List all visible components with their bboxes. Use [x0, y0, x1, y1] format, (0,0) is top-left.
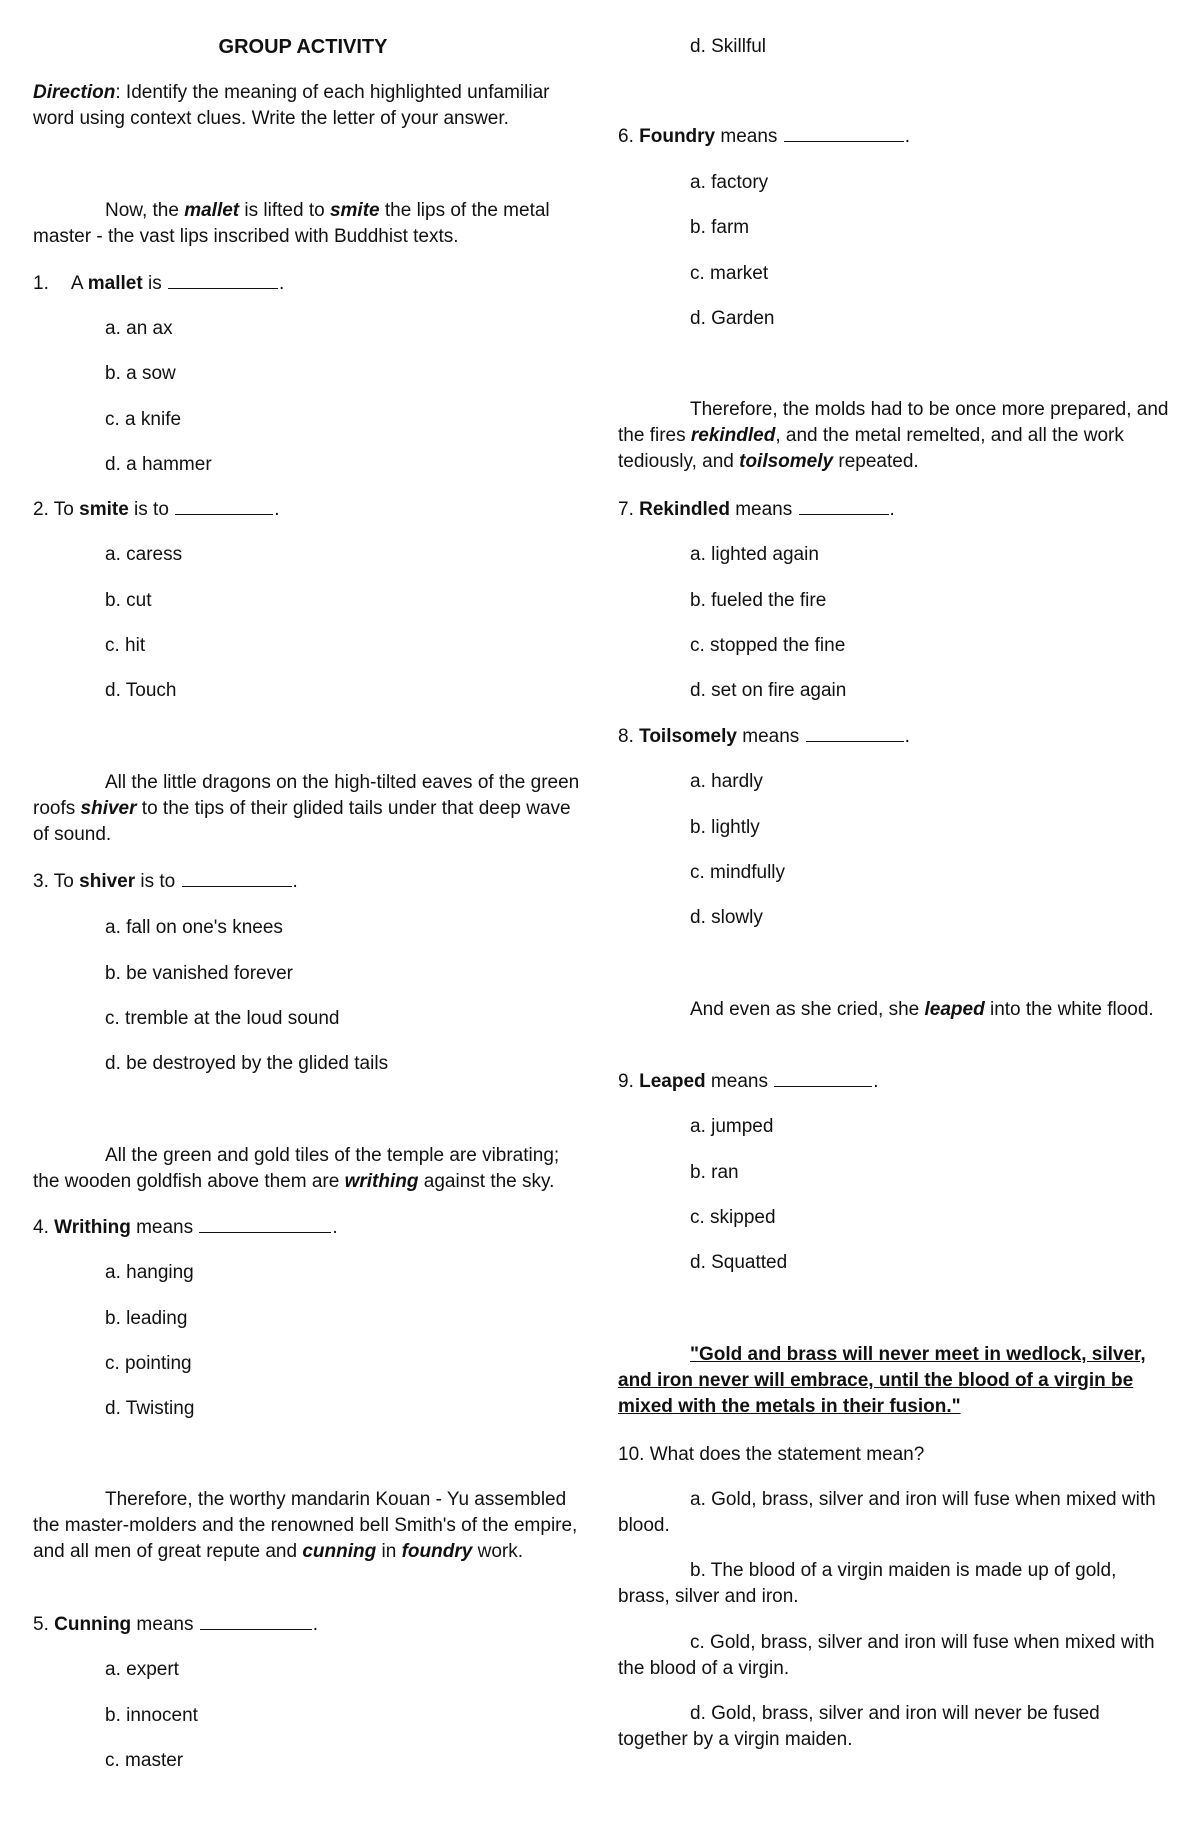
q4-option-d[interactable]: d. Twisting — [105, 1398, 195, 1419]
question-10: 10. What does the statement mean? — [618, 1444, 925, 1465]
question-3: 3. To shiver is to . — [33, 871, 298, 892]
passage-1: Now, the mallet is lifted to smite the lips of the metal master - the vast lips inscribed with Buddhist texts. — [33, 200, 550, 247]
answer-blank[interactable] — [200, 1628, 312, 1630]
q5-option-c[interactable]: c. master — [105, 1750, 184, 1771]
q4-option-a[interactable]: a. hanging — [105, 1262, 194, 1283]
passage-4: Therefore, the worthy mandarin Kouan - Yu assembled the master-molders and the renowned bell Smith's of the empire, and all men of great repute and cunning in foundry work. — [33, 1489, 578, 1562]
q1-option-c[interactable]: c. a knife — [105, 409, 182, 430]
passage-3: All the green and gold tiles of the temple are vibrating; the wooden goldfish above them are writhing against the sky. — [33, 1145, 560, 1192]
q7-option-b[interactable]: b. fueled the fire — [690, 590, 827, 611]
answer-blank[interactable] — [784, 140, 904, 142]
q9-option-c[interactable]: c. skipped — [690, 1207, 776, 1228]
question-6: 6. Foundry means . — [618, 126, 910, 147]
q10-option-b[interactable]: b. The blood of a virgin maiden is made up of gold, brass, silver and iron. — [618, 1560, 1117, 1607]
question-8: 8. Toilsomely means . — [618, 726, 910, 747]
q1-option-d[interactable]: d. a hammer — [105, 454, 212, 475]
q8-option-a[interactable]: a. hardly — [690, 771, 763, 792]
question-1: 1. A mallet is . — [33, 273, 285, 294]
q4-option-b[interactable]: b. leading — [105, 1308, 188, 1329]
q6-option-a[interactable]: a. factory — [690, 172, 769, 193]
q2-option-d[interactable]: d. Touch — [105, 680, 177, 701]
highlight-writhing: writhing — [344, 1171, 419, 1192]
direction-text — [33, 80, 588, 132]
q7-option-c[interactable]: c. stopped the fine — [690, 635, 846, 656]
q9-option-b[interactable]: b. ran — [690, 1162, 739, 1183]
q1-option-b[interactable]: b. a sow — [105, 363, 176, 384]
quote-statement: "Gold and brass will never meet in wedlock, silver, and iron never will embrace, until the blood of a virgin be mixed with the metals in their fusion." — [618, 1344, 1146, 1417]
highlight-shiver: shiver — [80, 798, 137, 819]
passage-6: And even as she cried, she leaped into the white flood. — [690, 999, 1154, 1020]
answer-blank[interactable] — [774, 1085, 872, 1087]
q3-option-a[interactable]: a. fall on one's knees — [105, 917, 283, 938]
answer-blank[interactable] — [799, 513, 889, 515]
q5-option-b[interactable]: b. innocent — [105, 1705, 198, 1726]
answer-blank[interactable] — [182, 885, 292, 887]
q9-option-d[interactable]: d. Squatted — [690, 1252, 788, 1273]
q6-option-d[interactable]: d. Garden — [690, 308, 775, 329]
q5-option-a[interactable]: a. expert — [105, 1659, 179, 1680]
answer-blank[interactable] — [806, 740, 904, 742]
q8-option-b[interactable]: b. lightly — [690, 817, 760, 838]
passage-5: Therefore, the molds had to be once more prepared, and the fires rekindled, and the metal remelted, and all the work tediously, and toilsomely repeated. — [618, 399, 1169, 472]
question-2: 2. To smite is to . — [33, 499, 280, 520]
question-9: 9. Leaped means . — [618, 1071, 879, 1092]
q7-option-a[interactable]: a. lighted again — [690, 544, 819, 565]
highlight-foundry: foundry — [401, 1541, 473, 1562]
answer-blank[interactable] — [175, 513, 273, 515]
highlight-toilsomely: toilsomely — [739, 451, 834, 472]
q8-option-c[interactable]: c. mindfully — [690, 862, 786, 883]
question-5: 5. Cunning means . — [33, 1614, 319, 1635]
direction-label: Direction — [33, 82, 116, 103]
q4-option-c[interactable]: c. pointing — [105, 1353, 192, 1374]
q5-option-d[interactable]: d. Skillful — [690, 36, 767, 57]
q7-option-d[interactable]: d. set on fire again — [690, 680, 847, 701]
page-title: GROUP ACTIVITY — [218, 36, 388, 58]
answer-blank[interactable] — [199, 1231, 331, 1233]
highlight-leaped: leaped — [924, 999, 985, 1020]
q1-option-a[interactable]: a. an ax — [105, 318, 173, 339]
question-4: 4. Writhing means . — [33, 1217, 338, 1238]
q2-option-a[interactable]: a. caress — [105, 544, 183, 565]
highlight-mallet: mallet — [184, 200, 240, 221]
direction-body: : Identify the meaning of each highlighted unfamiliar word using context clues. Write the letter of your answer. — [33, 82, 550, 129]
q8-option-d[interactable]: d. slowly — [690, 907, 763, 928]
q9-option-a[interactable]: a. jumped — [690, 1116, 774, 1137]
q2-option-b[interactable]: b. cut — [105, 590, 152, 611]
passage-2: All the little dragons on the high-tilted eaves of the green roofs shiver to the tips of their glided tails under that deep wave of sound. — [33, 772, 580, 845]
q3-option-c[interactable]: c. tremble at the loud sound — [105, 1008, 340, 1029]
answer-blank[interactable] — [168, 287, 278, 289]
q3-option-d[interactable]: d. be destroyed by the glided tails — [105, 1053, 389, 1074]
highlight-cunning: cunning — [302, 1541, 377, 1562]
q6-option-b[interactable]: b. farm — [690, 217, 750, 238]
highlight-smite: smite — [329, 200, 380, 221]
q2-option-c[interactable]: c. hit — [105, 635, 146, 656]
q10-option-d[interactable]: d. Gold, brass, silver and iron will never be fused together by a virgin maiden. — [618, 1703, 1100, 1750]
q6-option-c[interactable]: c. market — [690, 263, 769, 284]
question-7: 7. Rekindled means . — [618, 499, 895, 520]
q3-option-b[interactable]: b. be vanished forever — [105, 963, 294, 984]
q10-option-a[interactable]: a. Gold, brass, silver and iron will fuse when mixed with blood. — [618, 1489, 1156, 1536]
q10-option-c[interactable]: c. Gold, brass, silver and iron will fuse when mixed with the blood of a virgin. — [618, 1632, 1155, 1679]
highlight-rekindled: rekindled — [690, 425, 776, 446]
